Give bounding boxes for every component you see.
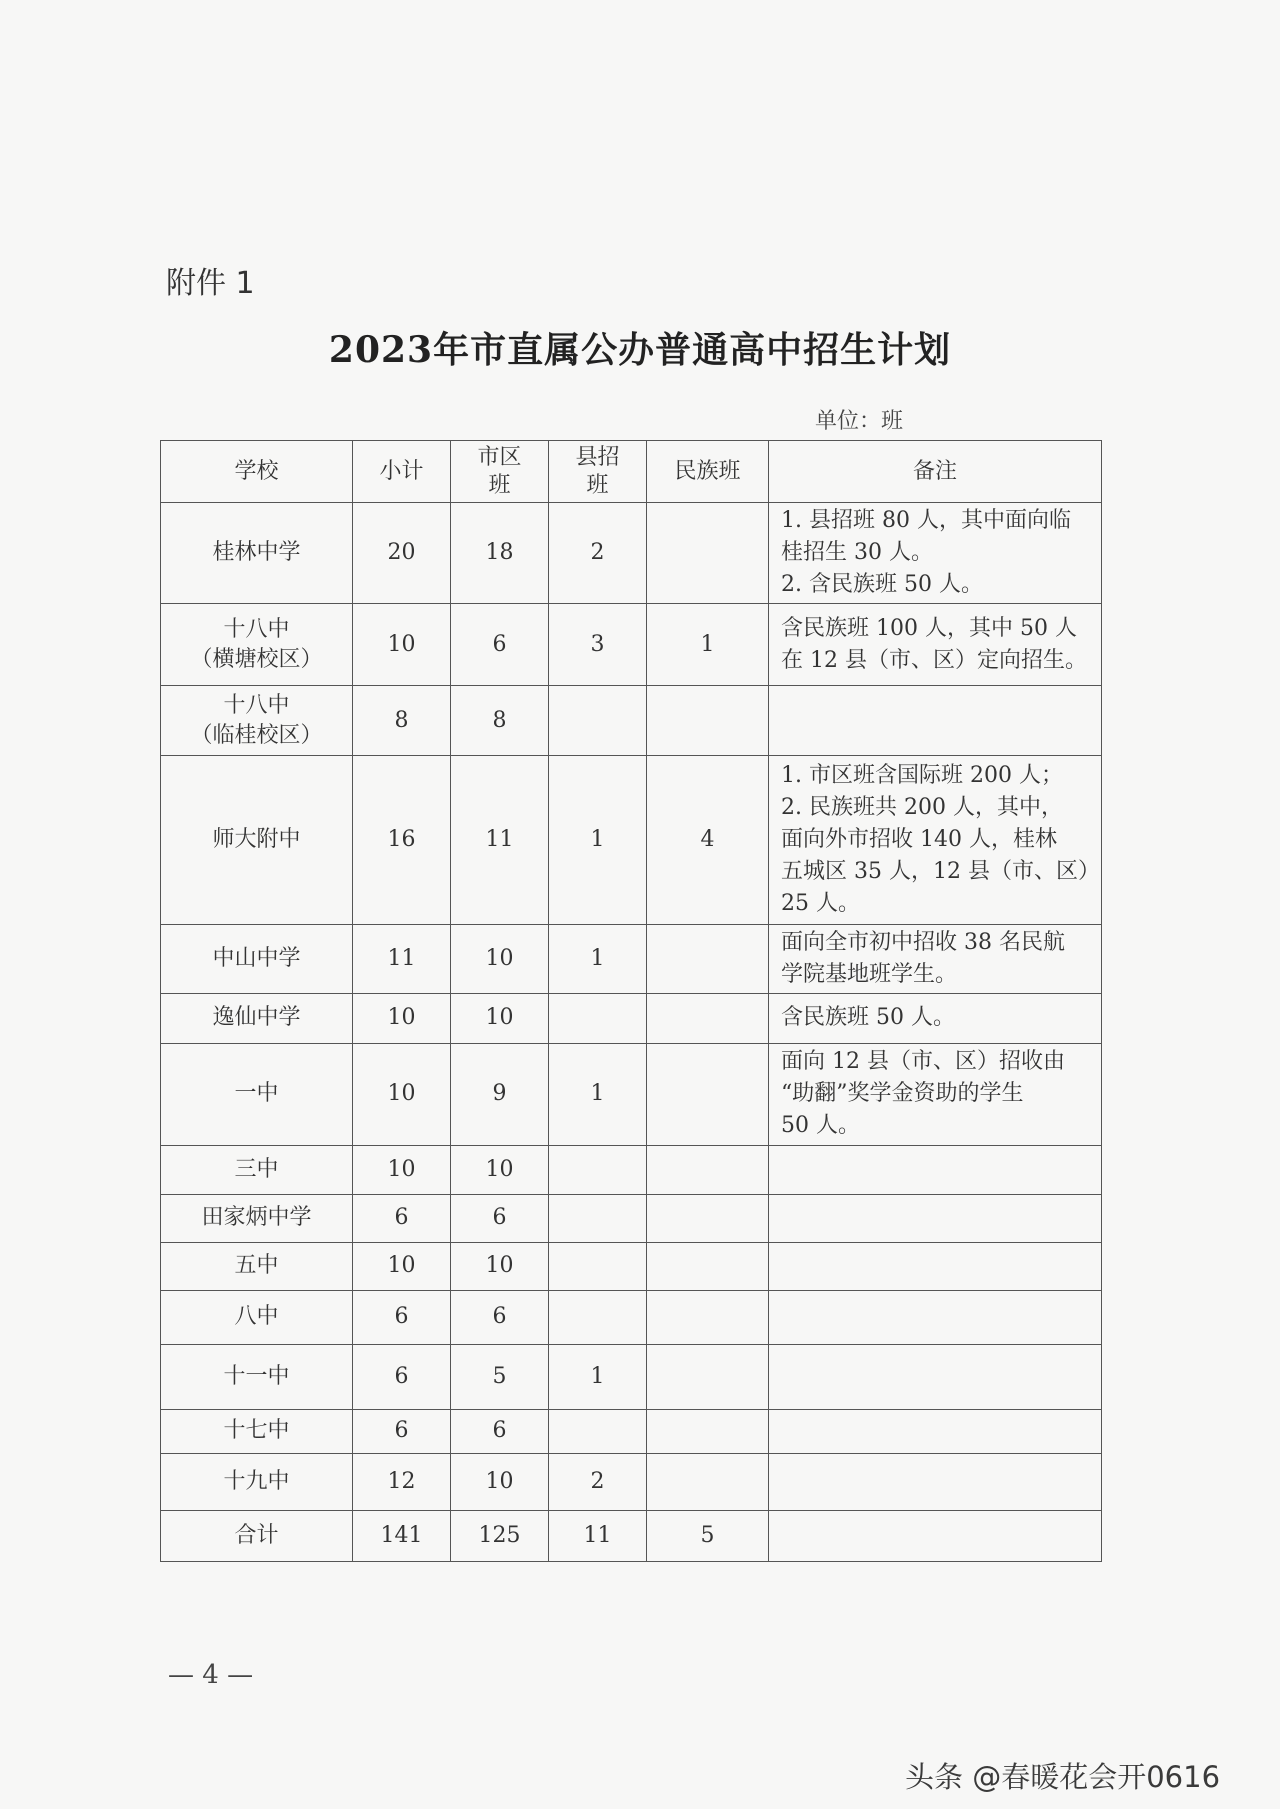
cell-county [549, 993, 647, 1043]
cell-notes [769, 1043, 1102, 1145]
note-line: 面向外市招收 140 人，桂林 [781, 827, 1057, 853]
cell-city: 8 [451, 686, 549, 756]
note-line: 2. 民族班共 200 人，其中， [781, 795, 1063, 821]
cell-county [549, 1145, 647, 1194]
cell-ethnic [647, 1043, 769, 1145]
cell-ethnic [647, 1194, 769, 1242]
cell-notes [769, 1453, 1102, 1510]
watermark: 头条 @春暖花会开0616 [905, 1760, 1221, 1794]
cell-notes [769, 503, 1102, 604]
cell-city: 6 [451, 1290, 549, 1344]
cell-county: 1 [549, 1344, 647, 1409]
cell-county: 1 [549, 925, 647, 994]
cell-subtotal: 8 [353, 686, 451, 756]
school-name-line: 五中 [234, 1253, 279, 1279]
cell-subtotal: 10 [353, 604, 451, 686]
cell-ethnic [647, 1290, 769, 1344]
cell-school [161, 1510, 353, 1561]
note-line: 面向 12 县（市、区）招收由 [781, 1049, 1065, 1075]
cell-subtotal: 6 [353, 1344, 451, 1409]
cell-ethnic [647, 1242, 769, 1290]
cell-county [549, 1409, 647, 1453]
cell-county: 2 [549, 1453, 647, 1510]
cell-ethnic [647, 686, 769, 756]
note-line: 2. 含民族班 50 人。 [781, 571, 983, 597]
table-row [161, 1242, 1102, 1290]
header-city-class: 市区 班 [451, 441, 549, 503]
cell-county [549, 1194, 647, 1242]
cell-city: 10 [451, 1145, 549, 1194]
cell-school [161, 925, 353, 994]
school-name-line: 十八中 [223, 616, 290, 642]
cell-city: 10 [451, 1453, 549, 1510]
cell-city: 10 [451, 1242, 549, 1290]
cell-notes [769, 1344, 1102, 1409]
table-row [161, 756, 1102, 925]
cell-school [161, 1145, 353, 1194]
header-school: 学校 [161, 441, 353, 503]
cell-subtotal: 12 [353, 1453, 451, 1510]
school-name-line: 桂林中学 [212, 540, 301, 566]
cell-city: 10 [451, 993, 549, 1043]
cell-city: 10 [451, 925, 549, 994]
table-row [161, 993, 1102, 1043]
school-name-line: （临桂校区） [190, 722, 323, 748]
cell-school [161, 604, 353, 686]
attachment-label: 附件 1 [166, 266, 255, 301]
cell-county: 2 [549, 503, 647, 604]
cell-subtotal: 141 [353, 1510, 451, 1561]
table-row [161, 503, 1102, 604]
school-name-line: 十八中 [223, 692, 290, 718]
cell-school [161, 1242, 353, 1290]
cell-notes [769, 1510, 1102, 1561]
school-name-line: （横塘校区） [190, 646, 323, 672]
school-name-line: 田家炳中学 [201, 1205, 312, 1231]
note-line: “助翻”奖学金资助的学生 [781, 1081, 1024, 1107]
table-row [161, 1043, 1102, 1145]
school-name-line: 十一中 [223, 1363, 290, 1389]
cell-county: 1 [549, 1043, 647, 1145]
cell-city: 125 [451, 1510, 549, 1561]
note-line: 桂招生 30 人。 [781, 540, 933, 566]
cell-school [161, 1409, 353, 1453]
cell-notes [769, 925, 1102, 994]
header-county-class: 县招 班 [549, 441, 647, 503]
cell-county: 1 [549, 756, 647, 925]
cell-subtotal: 10 [353, 993, 451, 1043]
cell-school [161, 686, 353, 756]
cell-ethnic [647, 503, 769, 604]
table-row [161, 1290, 1102, 1344]
cell-subtotal: 6 [353, 1194, 451, 1242]
note-line: 含民族班 100 人，其中 50 人 [781, 615, 1077, 641]
cell-notes [769, 1409, 1102, 1453]
note-line: 面向全市初中招收 38 名民航 [781, 930, 1065, 955]
cell-ethnic [647, 1344, 769, 1409]
table-row [161, 604, 1102, 686]
cell-ethnic [647, 1145, 769, 1194]
cell-ethnic [647, 993, 769, 1043]
table-row [161, 1145, 1102, 1194]
cell-ethnic: 4 [647, 756, 769, 925]
note-line: 50 人。 [781, 1113, 860, 1139]
cell-school [161, 503, 353, 604]
note-line: 1. 市区班含国际班 200 人； [781, 763, 1063, 789]
cell-ethnic: 5 [647, 1510, 769, 1561]
cell-ethnic: 1 [647, 604, 769, 686]
table-header-row [161, 441, 1102, 503]
cell-school [161, 993, 353, 1043]
cell-ethnic [647, 925, 769, 994]
cell-school [161, 1453, 353, 1510]
cell-notes [769, 1145, 1102, 1194]
table-row [161, 1453, 1102, 1510]
cell-county: 11 [549, 1510, 647, 1561]
cell-county [549, 686, 647, 756]
unit-label: 单位：班 [815, 409, 904, 434]
school-name-line: 合计 [234, 1522, 279, 1548]
cell-subtotal: 10 [353, 1242, 451, 1290]
cell-school [161, 1344, 353, 1409]
note-line: 25 人。 [781, 890, 860, 916]
cell-notes [769, 686, 1102, 756]
table-row [161, 1409, 1102, 1453]
cell-city: 9 [451, 1043, 549, 1145]
cell-school [161, 1290, 353, 1344]
cell-school [161, 1043, 353, 1145]
school-name-line: 十七中 [223, 1418, 290, 1444]
page-number: — 4 — [168, 1660, 254, 1690]
school-name-line: 逸仙中学 [212, 1005, 301, 1031]
table-row [161, 1194, 1102, 1242]
note-line: 在 12 县（市、区）定向招生。 [781, 647, 1087, 673]
school-name-line: 十九中 [223, 1468, 290, 1494]
cell-ethnic [647, 1409, 769, 1453]
table-row [161, 1510, 1102, 1561]
cell-city: 6 [451, 604, 549, 686]
cell-subtotal: 6 [353, 1290, 451, 1344]
note-line: 五城区 35 人，12 县（市、区） [781, 858, 1100, 884]
cell-city: 6 [451, 1194, 549, 1242]
cell-subtotal: 20 [353, 503, 451, 604]
school-name-line: 八中 [234, 1304, 279, 1330]
note-line: 含民族班 50 人。 [781, 1005, 955, 1031]
school-name-line: 中山中学 [212, 946, 301, 972]
cell-city: 6 [451, 1409, 549, 1453]
school-name-line: 一中 [234, 1081, 279, 1107]
cell-notes [769, 604, 1102, 686]
note-line: 1. 县招班 80 人，其中面向临 [781, 508, 1071, 534]
header-subtotal: 小计 [353, 441, 451, 503]
note-line: 学院基地班学生。 [781, 961, 958, 987]
enrollment-plan-table [160, 440, 1102, 1562]
cell-notes [769, 1242, 1102, 1290]
table-row [161, 686, 1102, 756]
cell-subtotal: 6 [353, 1409, 451, 1453]
cell-notes [769, 993, 1102, 1043]
cell-subtotal: 11 [353, 925, 451, 994]
cell-school [161, 756, 353, 925]
cell-notes [769, 756, 1102, 925]
table-row [161, 925, 1102, 994]
cell-notes [769, 1290, 1102, 1344]
cell-ethnic [647, 1453, 769, 1510]
cell-subtotal: 10 [353, 1145, 451, 1194]
cell-county [549, 1290, 647, 1344]
document-title: 2023年市直属公办普通高中招生计划 [328, 329, 952, 371]
cell-county: 3 [549, 604, 647, 686]
cell-city: 18 [451, 503, 549, 604]
school-name-line: 师大附中 [212, 827, 301, 853]
school-name-line: 三中 [234, 1156, 279, 1182]
cell-school [161, 1194, 353, 1242]
cell-city: 11 [451, 756, 549, 925]
cell-city: 5 [451, 1344, 549, 1409]
table-row [161, 1344, 1102, 1409]
cell-subtotal: 16 [353, 756, 451, 925]
cell-subtotal: 10 [353, 1043, 451, 1145]
cell-county [549, 1242, 647, 1290]
header-ethnic-class: 民族班 [647, 441, 769, 503]
header-notes: 备注 [769, 441, 1102, 503]
cell-notes [769, 1194, 1102, 1242]
